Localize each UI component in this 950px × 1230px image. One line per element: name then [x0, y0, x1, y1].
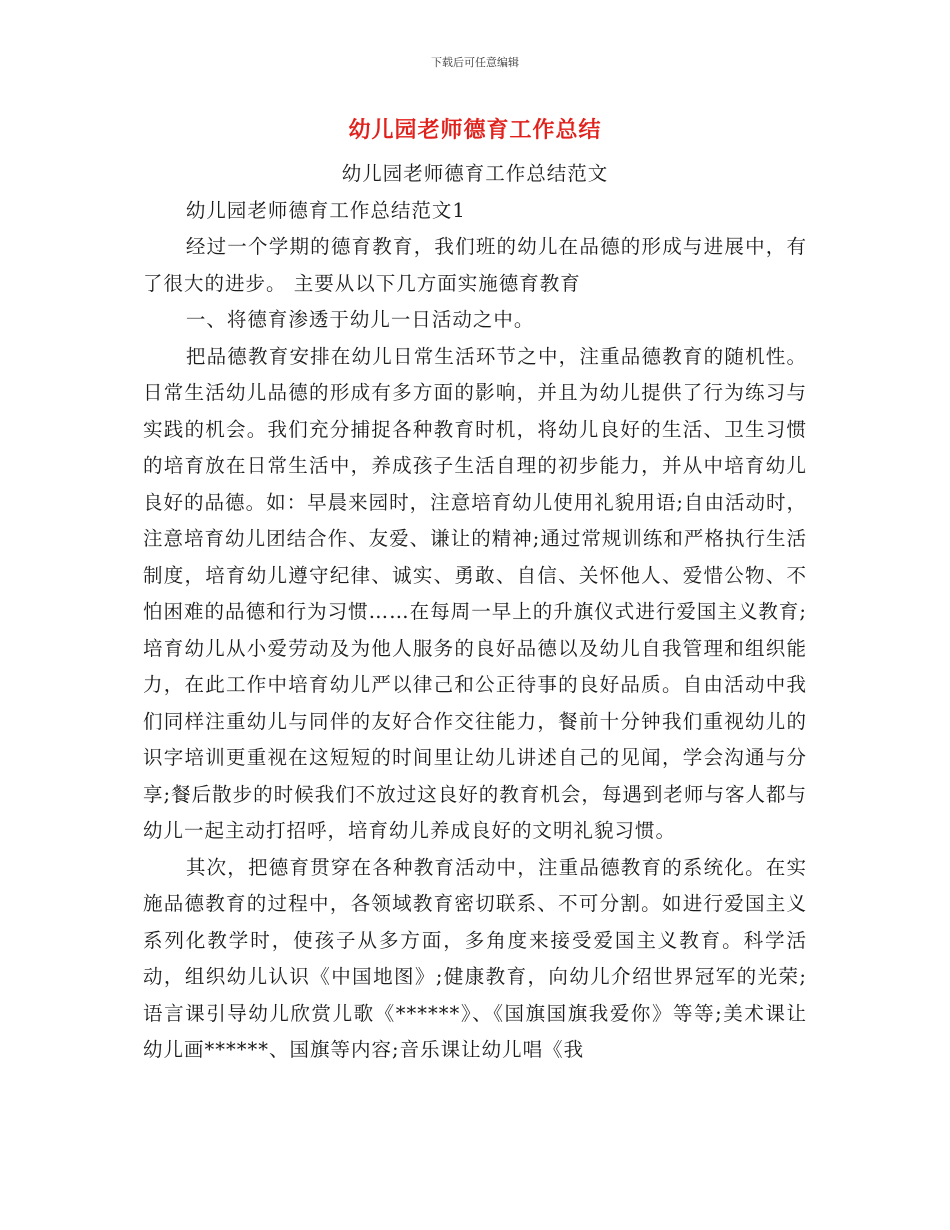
paragraph-intro: 经过一个学期的德育教育，我们班的幼儿在品德的形成与进展中，有了很大的进步。 主要从以下几方面实施德育教育	[143, 235, 807, 295]
section-heading: 幼儿园老师德育工作总结范文1	[185, 198, 466, 222]
document-subtitle: 幼儿园老师德育工作总结范文	[341, 162, 609, 185]
paragraph-activities: 其次，把德育贯穿在各种教育活动中，注重品德教育的系统化。在实施品德教育的过程中，各领域教育密切联系、不可分割。如进行爱国主义系列化教学时，使孩子从多方面，多角度来接受爱国主义教育。科学活动，组织幼儿认识《中国地图》;健康教育，向幼儿介绍世界冠军的光荣;语言课引导幼儿欣赏儿歌《******》、《国旗国旗我爱你》等等;美术课让幼儿画******、国旗等内容;音乐课让幼儿唱《我	[143, 855, 807, 1061]
header-note: 下载后可任意编辑	[431, 56, 519, 69]
paragraph-heading-one: 一、将德育渗透于幼儿一日活动之中。	[185, 308, 535, 331]
document-title: 幼儿园老师德育工作总结	[348, 118, 602, 143]
document-body	[143, 156, 807, 1069]
paragraph-daily-life: 把品德教育安排在幼儿日常生活环节之中，注重品德教育的随机性。日常生活幼儿品德的形成有多方面的影响，并且为幼儿提供了行为练习与实践的机会。我们充分捕捉各种教育时机，将幼儿良好的生活、卫生习惯的培育放在日常生活中，养成孩子生活自理的初步能力，并从中培育幼儿良好的品德。如：早晨来园时，注意培育幼儿使用礼貌用语;自由活动时，注意培育幼儿团结合作、友爱、谦让的精神;通过常规训练和严格执行生活制度，培育幼儿遵守纪律、诚实、勇敢、自信、关怀他人、爱惜公物、不怕困难的品德和行为习惯……在每周一早上的升旗仪式进行爱国主义教育;培育幼儿从小爱劳动及为他人服务的良好品德以及幼儿自我管理和组织能力，在此工作中培育幼儿严以律己和公正待事的良好品质。自由活动中我们同样注重幼儿与同伴的友好合作交往能力，餐前十分钟我们重视幼儿的识字培训更重视在这短短的时间里让幼儿讲述自己的见闻，学会沟通与分享;餐后散步的时候我们不放过这良好的教育机会，每遇到老师与客人都与幼儿一起主动打招呼，培育幼儿养成良好的文明礼貌习惯。	[143, 344, 807, 842]
